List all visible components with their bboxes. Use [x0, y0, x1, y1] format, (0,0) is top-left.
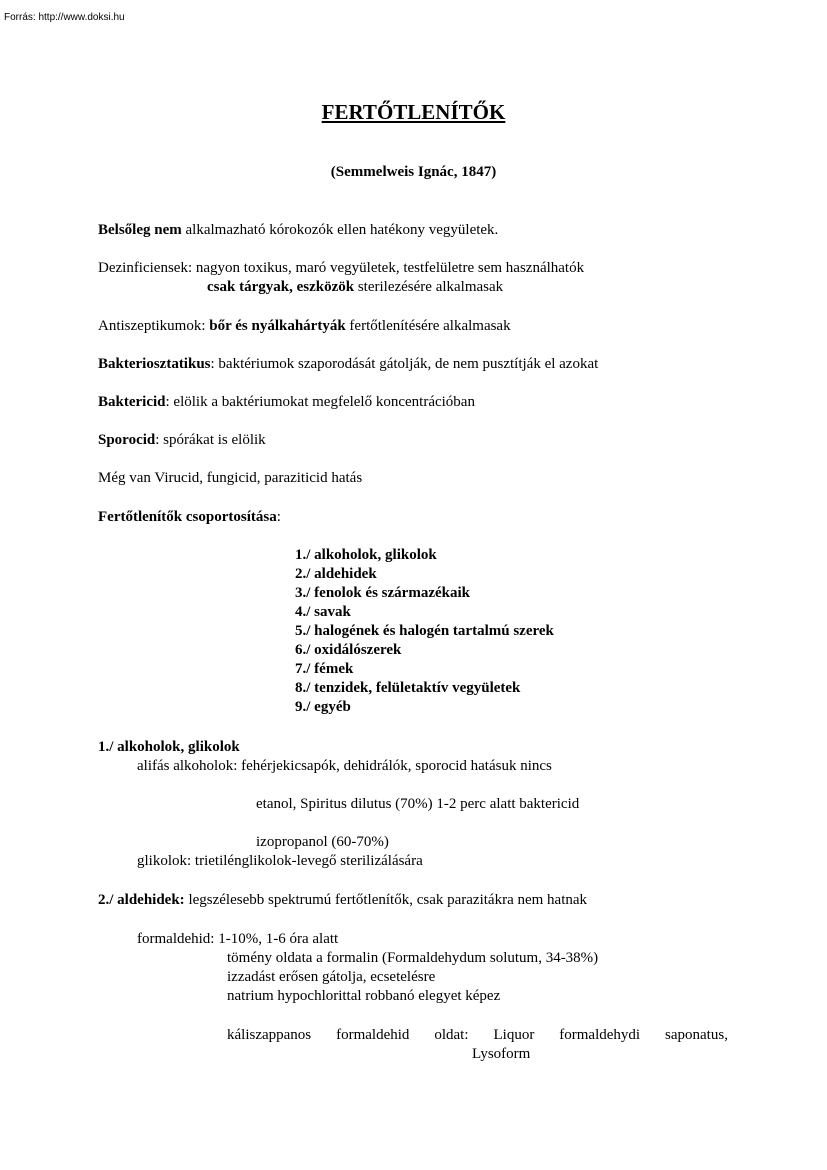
meg-van-line: Még van Virucid, fungicid, paraziticid hatás [98, 470, 363, 486]
group-list [295, 546, 554, 717]
intro-bold: Belsőleg nem [98, 222, 182, 238]
intro-text: alkalmazható kórokozók ellen hatékony vegyületek. [181, 222, 499, 238]
section1-heading: 1./ alkoholok, glikolok [98, 739, 240, 755]
dezinficiensek-line1: Dezinficiensek: nagyon toxikus, maró vegyületek, testfelületre sem használhatók [98, 260, 585, 276]
dezinficiensek-bold: csak tárgyak, eszközök [207, 279, 355, 295]
sporocid-line [98, 431, 266, 450]
bakteriosztatikus-bold: Bakteriosztatikus [98, 356, 211, 372]
group-item: 6./ oxidálószerek [295, 642, 402, 658]
group-item: 1./ alkoholok, glikolok [295, 547, 437, 563]
section2-heading-text: legszélesebb spektrumú fertőtlenítők, csak parazitákra nem hatnak [184, 892, 588, 908]
antiszeptikumok-line [98, 317, 511, 336]
section1-izopropanol: izopropanol (60-70%) [256, 834, 389, 850]
section1-glikolok: glikolok: trietilénglikolok-levegő sterilizálására [137, 853, 423, 869]
section2-heading [98, 891, 587, 910]
source-url: Forrás: http://www.doksi.hu [4, 12, 125, 23]
section2-heading-bold: 2./ aldehidek: [98, 892, 185, 908]
dezinficiensek-line2 [207, 278, 503, 297]
section2-tomeny: tömény oldata a formalin (Formaldehydum solutum, 34-38%) [227, 950, 599, 966]
bakteriosztatikus-line [98, 355, 598, 374]
justified-word: Liquor [493, 1027, 535, 1043]
page-title: FERTŐTLENÍTŐK [321, 100, 506, 124]
bakteriosztatikus-text: : baktériumok szaporodását gátolják, de nem pusztítják el azokat [210, 356, 599, 372]
baktericid-bold: Baktericid [98, 394, 166, 410]
section2-kaliszappanos [227, 1026, 728, 1045]
group-item: 8./ tenzidek, felületaktív vegyületek [295, 680, 521, 696]
antiszeptikumok-bold: bőr és nyálkahártyák [209, 318, 346, 334]
csoportositas-line [98, 508, 281, 527]
section1-etanol: etanol, Spiritus dilutus (70%) 1-2 perc alatt baktericid [256, 796, 580, 812]
csoportositas-text: : [276, 509, 281, 525]
antiszeptikumok-label: Antiszeptikumok: [98, 318, 210, 334]
section2-formaldehid: formaldehid: 1-10%, 1-6 óra alatt [137, 931, 339, 947]
sporocid-text: : spórákat is elölik [155, 432, 266, 448]
group-item: 9./ egyéb [295, 699, 351, 715]
justified-word: formaldehid [336, 1027, 410, 1043]
section2-lysoform: Lysoform [472, 1046, 531, 1062]
justified-word: formaldehydi [559, 1027, 641, 1043]
sporocid-bold: Sporocid [98, 432, 156, 448]
csoportositas-bold: Fertőtlenítők csoportosítása [98, 509, 277, 525]
group-item: 5./ halogének és halogén tartalmú szerek [295, 623, 554, 639]
intro-line [98, 221, 498, 240]
justified-word: saponatus, [665, 1027, 728, 1043]
baktericid-text: : elölik a baktériumokat megfelelő koncentrációban [165, 394, 475, 410]
group-item: 4./ savak [295, 604, 351, 620]
section2-izzadast: izzadást erősen gátolja, ecsetelésre [227, 969, 436, 985]
page-subtitle: (Semmelweis Ignác, 1847) [330, 164, 497, 180]
antiszeptikumok-text: fertőtlenítésére alkalmasak [345, 318, 511, 334]
group-item: 7./ fémek [295, 661, 354, 677]
baktericid-line [98, 393, 475, 412]
section2-natrium: natrium hypochlorittal robbanó elegyet képez [227, 988, 501, 1004]
justified-word: oldat: [434, 1027, 469, 1043]
justified-word: káliszappanos [227, 1027, 312, 1043]
dezinficiensek-text: sterilezésére alkalmasak [354, 279, 504, 295]
group-item: 3./ fenolok és származékaik [295, 585, 470, 601]
section1-alifas: alifás alkoholok: fehérjekicsapók, dehidrálók, sporocid hatásuk nincs [137, 758, 552, 774]
group-item: 2./ aldehidek [295, 566, 377, 582]
